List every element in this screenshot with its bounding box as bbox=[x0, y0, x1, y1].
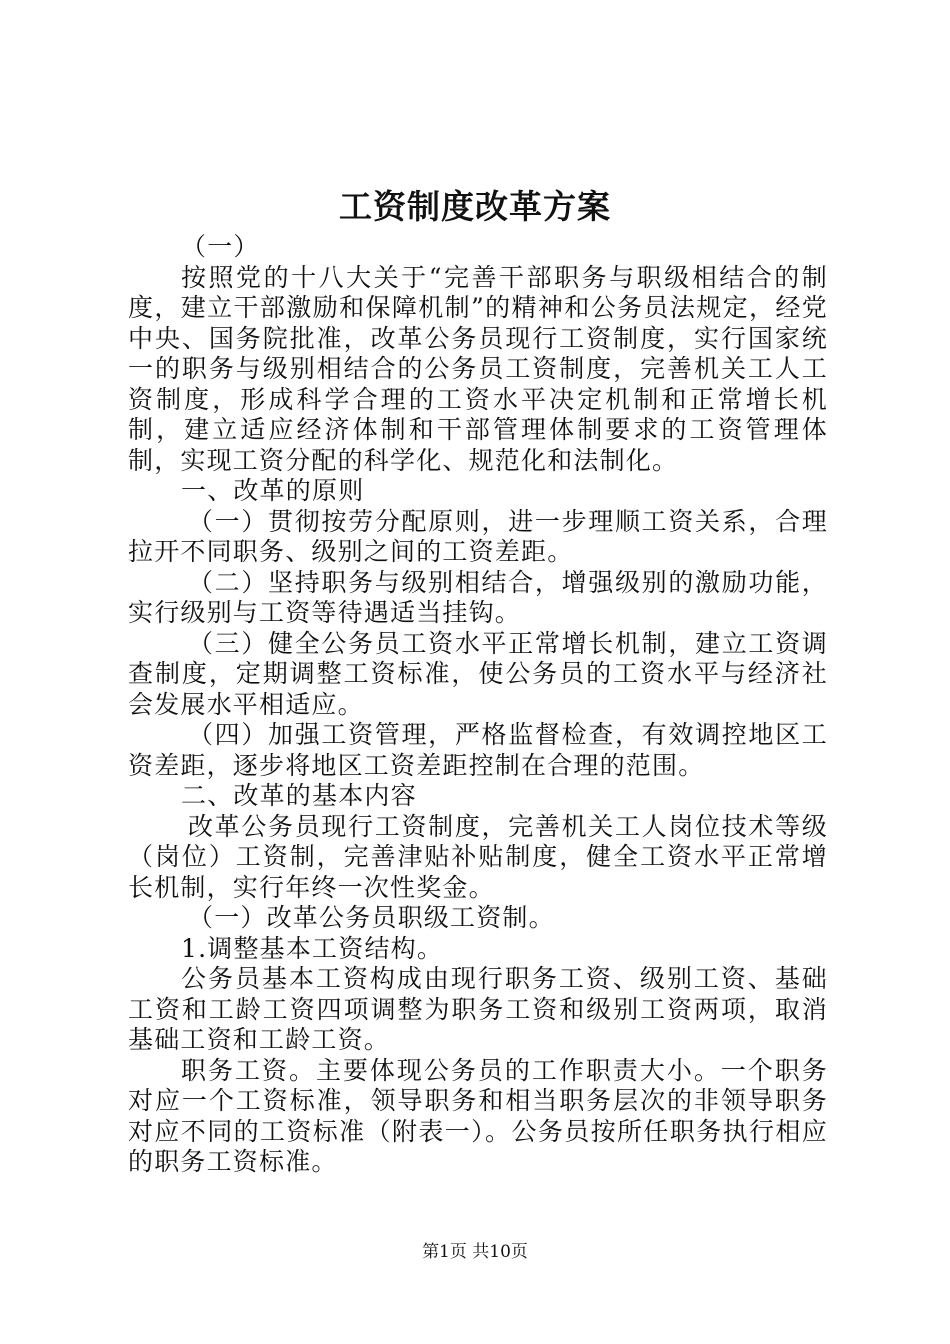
paragraph-intro: 按照党的十八大关于“完善干部职务与职级相结合的制度，建立干部激励和保障机制”的精神和公务员法规定，经党中央、国务院批准，改革公务员现行工资制度，实行国家统一的职务与级别相结合的公务员工资制度，完善机关工人工资制度，形成科学合理的工资水平决定机制和正常增长机制，建立适应经济体制和干部管理体制要求的工资管理体制，实现工资分配的科学化、规范化和法制化。 bbox=[128, 262, 828, 475]
principle-item-2: （二）坚持职务与级别相结合，增强级别的激励功能，实行级别与工资等待遇适当挂钩。 bbox=[128, 567, 828, 627]
paragraph-position-salary: 职务工资。主要体现公务员的工作职责大小。一个职务对应一个工资标准，领导职务和相当职务层次的非领导职务对应不同的工资标准（附表一）。公务员按所任职务执行相应的职务工资标准。 bbox=[128, 1055, 828, 1176]
principle-item-1: （一）贯彻按劳分配原则，进一步理顺工资关系，合理拉开不同职务、级别之间的工资差距。 bbox=[128, 506, 828, 566]
paragraph-section-marker: （一） bbox=[181, 232, 260, 261]
document-title: 工资制度改革方案 bbox=[339, 187, 611, 226]
page-footer: 第1页 共10页 bbox=[422, 1242, 528, 1262]
paragraph-salary-structure: 公务员基本工资构成由现行职务工资、级别工资、基础工资和工龄工资四项调整为职务工资和级别工资两项，取消基础工资和工龄工资。 bbox=[128, 964, 828, 1054]
heading-reform-principles: 一、改革的原则 bbox=[181, 476, 365, 505]
heading-basic-content: 二、改革的基本内容 bbox=[181, 781, 417, 810]
document-body bbox=[128, 232, 828, 1178]
principle-item-3: （三）健全公务员工资水平正常增长机制，建立工资调查制度，定期调整工资标准，使公务员的工资水平与经济社会发展水平相适应。 bbox=[128, 628, 828, 719]
subheading-grade-salary: （一）改革公务员职级工资制。 bbox=[188, 903, 555, 932]
principle-item-4: （四）加强工资管理，严格监督检查，有效调控地区工资差距，逐步将地区工资差距控制在合理的范围。 bbox=[128, 720, 828, 780]
subheading-adjust-structure: 1.调整基本工资结构。 bbox=[181, 933, 444, 963]
paragraph-basic-content: 改革公务员现行工资制度，完善机关工人岗位技术等级（岗位）工资制，完善津贴补贴制度，健全工资水平正常增长机制，实行年终一次性奖金。 bbox=[128, 811, 828, 902]
